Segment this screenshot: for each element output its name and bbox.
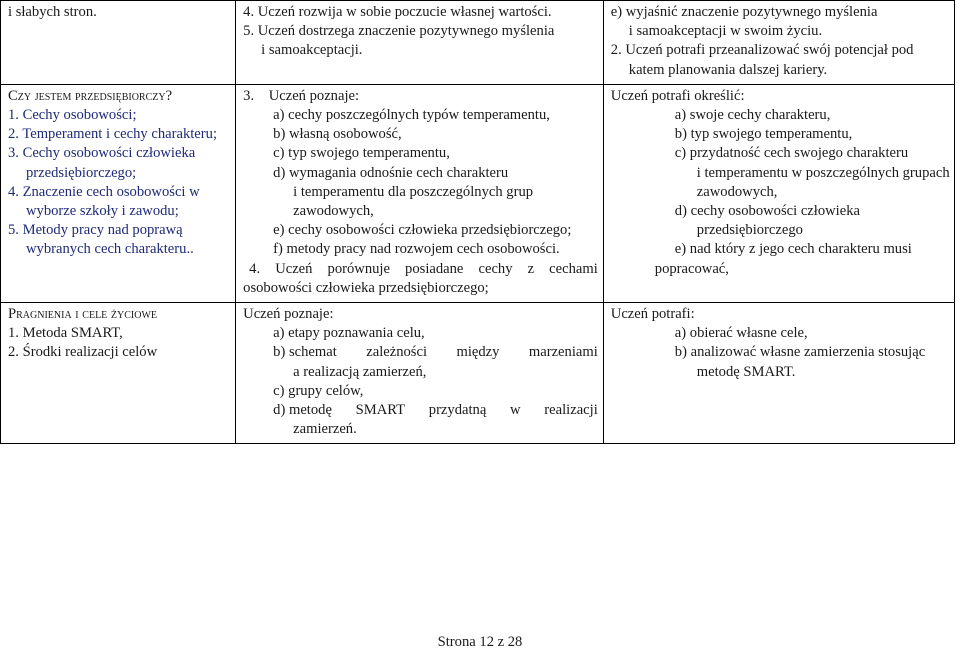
word: SMART [355, 402, 406, 419]
list-item: c) typ swojego temperamentu, [273, 145, 450, 162]
text-line: 5. Uczeń dostrzega znaczenie pozytywnego myślenia [243, 23, 555, 40]
list-item: d) wymagania odnośnie cech charakteru [273, 164, 509, 181]
topic-item: wyborze szkoły i zawodu; [26, 203, 179, 220]
justified-line [243, 260, 598, 279]
word: 4. [249, 260, 261, 277]
objectives-cell [236, 303, 604, 444]
text-line: osobowości człowieka przedsiębiorczego; [243, 279, 489, 296]
justified-line [243, 343, 598, 362]
list-item: zawodowych, [293, 203, 374, 220]
topic-item: 5. Metody pracy nad poprawą [8, 222, 183, 239]
page-number: Strona 12 z 28 [437, 634, 523, 650]
list-item: c) grupy celów, [273, 382, 364, 399]
text-line: 4. Uczeń rozwija w sobie poczucie własnej wartości. [243, 4, 552, 20]
text-line: 3. Uczeń poznaje: [243, 87, 360, 104]
word: d) metodę [273, 402, 332, 419]
list-item: b) typ swojego temperamentu, [674, 126, 853, 143]
text-line: i samoakceptacji. [261, 42, 363, 59]
topic-item: 2. Środki realizacji celów [8, 344, 158, 361]
text-line: Uczeń potrafi określić: [610, 87, 745, 104]
list-item: d) cechy osobowości człowieka [674, 203, 860, 220]
table-row [1, 1, 955, 85]
objectives-cell [236, 1, 604, 85]
word: zależności [366, 344, 428, 361]
text-line: 2. Uczeń potrafi przeanalizować swój potencjał pod [610, 42, 914, 59]
word: z [527, 260, 535, 277]
list-item: b) własną osobowość, [273, 126, 402, 143]
list-item: zamierzeń. [293, 421, 357, 438]
word: b) schemat [273, 344, 337, 361]
text-line: Uczeń potrafi: [610, 306, 695, 323]
text-line: Uczeń poznaje: [243, 306, 334, 323]
list-item: metodę SMART. [696, 363, 796, 380]
text-line: i samoakceptacji w swoim życiu. [628, 23, 823, 40]
word: porównuje [327, 260, 390, 277]
list-item: c) przydatność cech swojego charakteru [674, 145, 909, 162]
word: między [456, 344, 500, 361]
justified-line [243, 401, 598, 420]
list-item: a) cechy poszczególnych typów temperamentu, [273, 107, 550, 124]
list-item: f) metody pracy nad rozwojem cech osobowości. [273, 241, 560, 258]
text-line: katem planowania dalszej kariery. [628, 61, 828, 78]
list-item: popracować, [654, 260, 729, 277]
list-item: przedsiębiorczego [696, 222, 803, 239]
topic-item: wybranych cech charakteru.. [26, 241, 194, 258]
topic-item: 3. Cechy osobowości człowieka [8, 145, 196, 162]
list-item: a) obierać własne cele, [674, 325, 808, 342]
list-item: zawodowych, [696, 183, 778, 200]
section-heading: Czy jestem przedsiębiorczy? [8, 87, 173, 104]
topic-item: przedsiębiorczego; [26, 164, 137, 181]
topic-item: 4. Znaczenie cech osobowości w [8, 183, 200, 200]
word: przydatną [428, 402, 487, 419]
list-item: a) etapy poznawania celu, [273, 325, 425, 342]
list-item: e) cechy osobowości człowieka przedsiębiorczego; [273, 222, 572, 239]
list-item: a realizacją zamierzeń, [293, 363, 427, 380]
table-row [1, 84, 955, 302]
word: Uczeń [275, 260, 313, 277]
word: realizacji [544, 402, 598, 419]
text-line: e) wyjaśnić znaczenie pozytywnego myślenia [610, 4, 878, 20]
topic-item: 2. Temperament i cechy charakteru; [8, 126, 218, 143]
topic-cell [1, 303, 236, 444]
table-row [1, 303, 955, 444]
word: posiadane [405, 260, 464, 277]
word: marzeniami [528, 344, 598, 361]
list-item: i temperamentu dla poszczególnych grup [293, 183, 534, 200]
topic-item: 1. Cechy osobowości; [8, 107, 137, 124]
text-line: i słabych stron. [8, 4, 97, 20]
skills-cell [603, 84, 954, 302]
list-item: b) analizować własne zamierzenia stosując [674, 344, 926, 361]
topic-item: 1. Metoda SMART, [8, 325, 123, 342]
objectives-cell [236, 84, 604, 302]
list-item: i temperamentu w poszczególnych grupach [696, 164, 950, 181]
list-item: e) nad który z jego cech charakteru musi [674, 241, 912, 258]
section-heading: Pragnienia i cele życiowe [8, 306, 158, 323]
word: w [510, 402, 521, 419]
topic-cell [1, 1, 236, 85]
skills-cell [603, 1, 954, 85]
word: cechami [549, 260, 598, 277]
topic-cell [1, 84, 236, 302]
list-item: a) swoje cechy charakteru, [674, 107, 831, 124]
skills-cell [603, 303, 954, 444]
word: cechy [478, 260, 513, 277]
